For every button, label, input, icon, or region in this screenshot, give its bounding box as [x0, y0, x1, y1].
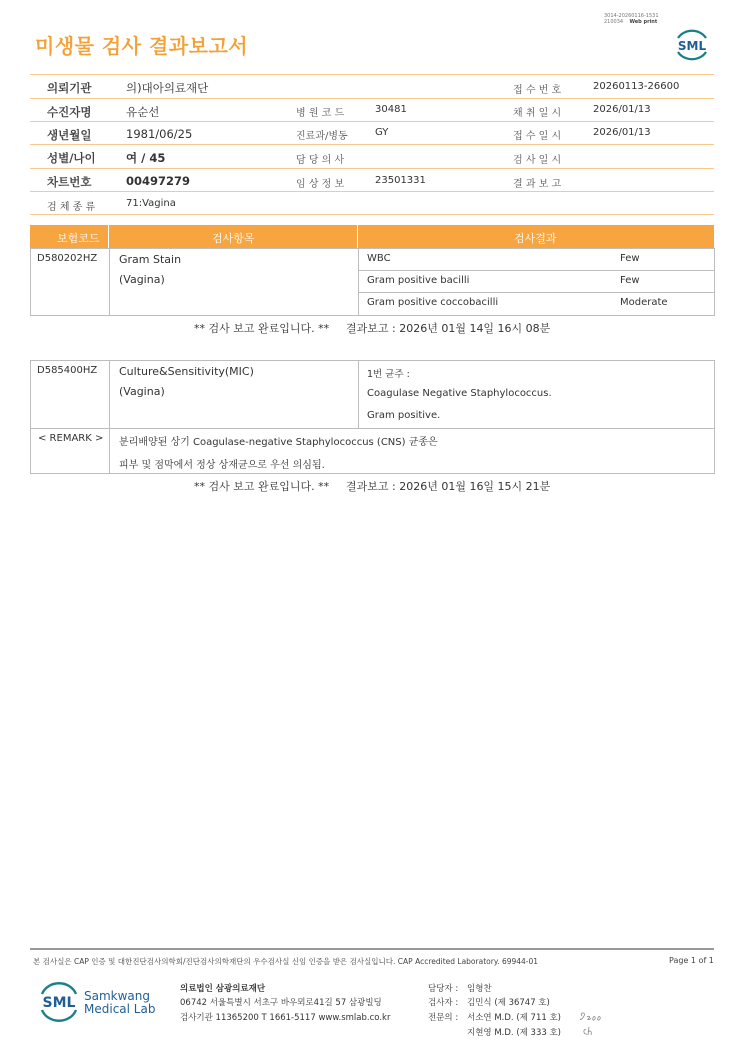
row-divider	[358, 292, 715, 293]
org-contact: 검사기관 11365200 T 1661-5117 www.smlab.co.kr	[180, 1013, 391, 1023]
divider	[30, 121, 714, 122]
brand-name	[84, 990, 155, 1016]
brand-line1: Samkwang	[84, 989, 150, 1003]
remark-text: 피부 및 점막에서 정상 상재균으로 우선 의심됨.	[119, 460, 325, 471]
hospital-code-value: 30481	[375, 104, 407, 115]
samkwang-logo	[36, 980, 82, 1022]
institution-label: 의뢰기관	[47, 81, 92, 95]
test-date-label: 검 사 일 시	[513, 155, 562, 166]
org-address: 06742 서울특별시 서초구 바우뫼로41길 57 삼광빌딩	[180, 998, 382, 1008]
samkwang-logo-text: SML	[42, 995, 76, 1011]
column-divider	[358, 248, 359, 316]
dob-value: 1981/06/25	[126, 127, 193, 141]
culture-specimen: (Vagina)	[119, 385, 165, 398]
culture-result-gram: Gram positive.	[367, 410, 441, 421]
culture-insurance-code: D585400HZ	[37, 365, 98, 376]
staff-label: 검사자 :	[428, 998, 459, 1008]
column-divider	[358, 360, 359, 428]
header-separator	[357, 225, 358, 248]
column-divider	[109, 360, 110, 474]
gram-report-time: 결과보고 : 2026년 01월 14일 16시 08분	[346, 322, 551, 335]
gram-insurance-code: D580202HZ	[37, 253, 98, 264]
doctor-label: 담 당 의 사	[296, 155, 345, 166]
accession-label: 접 수 번 호	[513, 85, 562, 96]
clinical-info-label: 임 상 정 보	[296, 179, 345, 190]
culture-complete-note: ** 검사 보고 완료입니다. **	[194, 480, 330, 493]
print-meta-id: 3014-20260116-1531	[604, 13, 659, 19]
clinical-info-value: 23501331	[375, 175, 426, 186]
divider	[30, 191, 714, 192]
staff-value: 김민식 (제 36747 호)	[467, 998, 550, 1008]
specimen-label: 검 체 종 류	[47, 202, 96, 213]
divider	[30, 144, 714, 145]
collect-date-label: 채 취 일 시	[513, 108, 562, 119]
gram-complete-note: ** 검사 보고 완료입니다. **	[194, 322, 330, 335]
culture-result-organism: Coagulase Negative Staphylococcus.	[367, 388, 552, 399]
sex-age-value: 여 / 45	[126, 151, 166, 165]
print-meta-code: 210034 Web print	[604, 19, 658, 25]
row-divider	[30, 428, 715, 429]
gram-result-name: Gram positive bacilli	[367, 275, 470, 286]
divider	[30, 214, 714, 215]
remark-label: < REMARK >	[38, 433, 104, 444]
gram-result-name: WBC	[367, 253, 391, 264]
staff-label: 담당자 :	[428, 984, 459, 994]
receipt-date-label: 접 수 일 시	[513, 131, 562, 142]
accession-value: 20260113-26600	[593, 81, 680, 92]
results-header	[30, 225, 714, 248]
print-meta	[604, 13, 659, 25]
header-test-result: 검사결과	[514, 232, 557, 245]
signature	[578, 1008, 606, 1038]
staff-label: 전문의 :	[428, 1013, 459, 1023]
footer-divider	[30, 948, 714, 950]
gram-result-value: Few	[620, 275, 640, 286]
page-number: Page 1 of 1	[669, 956, 714, 965]
page-title: 미생물 검사 결과보고서	[35, 34, 249, 58]
sml-logo-text: SML	[677, 39, 707, 53]
row-divider	[358, 270, 715, 271]
patient-name-value: 유순선	[126, 105, 160, 119]
specimen-value: 71:Vagina	[126, 198, 176, 209]
brand-line2: Medical Lab	[84, 1002, 156, 1016]
staff-value: 임형찬	[467, 984, 492, 994]
collect-date-value: 2026/01/13	[593, 104, 651, 115]
staff-value: 지현영 M.D. (제 333 호)	[467, 1028, 562, 1038]
hospital-code-label: 병 원 코 드	[296, 108, 345, 119]
header-test-item: 검사항목	[212, 232, 255, 245]
header-insurance-code: 보험코드	[57, 232, 100, 245]
gram-specimen: (Vagina)	[119, 273, 165, 286]
patient-name-label: 수진자명	[47, 105, 92, 119]
divider	[30, 74, 714, 75]
chart-number-value: 00497279	[126, 174, 191, 188]
divider	[30, 168, 714, 169]
web-print-label: Web print	[629, 19, 658, 25]
culture-report-time: 결과보고 : 2026년 01월 16일 15시 21분	[346, 480, 551, 493]
dept-value: GY	[375, 127, 389, 138]
gram-result-name: Gram positive coccobacilli	[367, 297, 499, 308]
dob-label: 생년월일	[47, 128, 92, 142]
column-divider	[109, 248, 110, 316]
gram-result-value: Few	[620, 253, 640, 264]
sml-logo	[672, 26, 712, 62]
org-name: 의료법인 삼광의료재단	[180, 984, 266, 994]
staff-value: 서소연 M.D. (제 711 호)	[467, 1013, 562, 1023]
dept-label: 진료과/병동	[296, 131, 348, 142]
institution-value: 의)대아의료재단	[126, 81, 209, 95]
gram-test-name: Gram Stain	[119, 253, 182, 266]
culture-test-name: Culture&Sensitivity(MIC)	[119, 365, 254, 378]
remark-text: 분리배양된 상기 Coagulase-negative Staphylococcus (CNS) 균종은	[119, 437, 438, 448]
chart-number-label: 차트번호	[47, 175, 92, 189]
culture-result-strain: 1번 균주 :	[367, 369, 410, 380]
divider	[30, 98, 714, 99]
accreditation-note: 본 검사실은 CAP 인증 및 대한진단검사의학회/진단검사의학재단의 우수검사실 신임 인증을 받은 검사실입니다. CAP Accredited Laboratory. 69944-01	[33, 957, 539, 966]
report-label: 결 과 보 고	[513, 179, 562, 190]
header-separator	[108, 225, 109, 248]
receipt-date-value: 2026/01/13	[593, 127, 651, 138]
gram-result-value: Moderate	[620, 297, 668, 308]
sex-age-label: 성별/나이	[47, 151, 96, 165]
